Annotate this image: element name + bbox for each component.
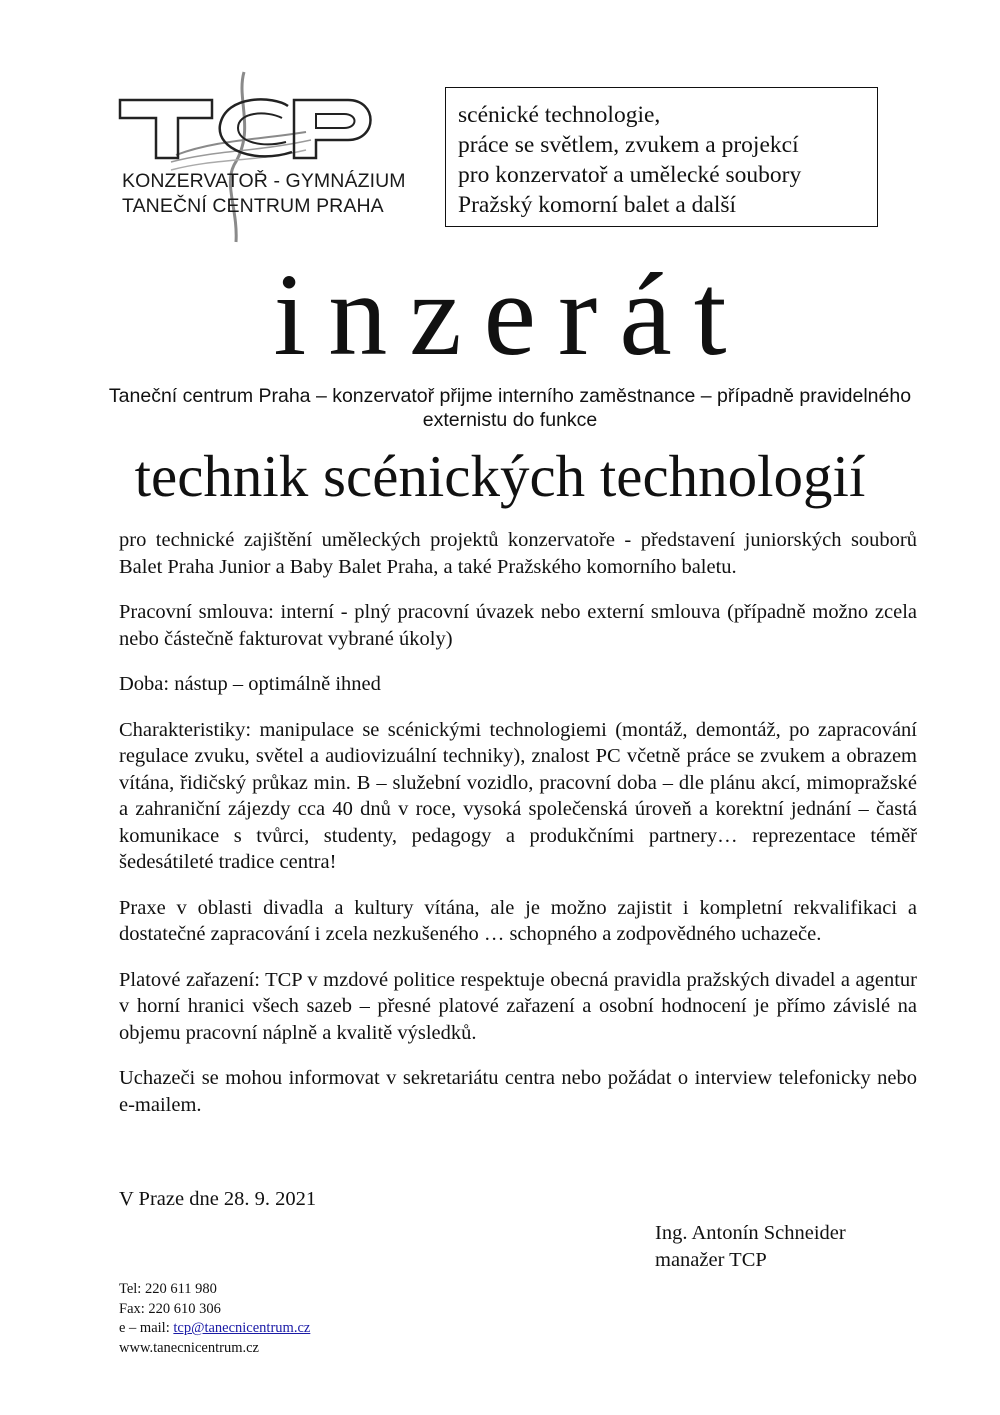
topic-line: scénické technologie, bbox=[458, 102, 661, 128]
signature-name: Ing. Antonín Schneider bbox=[655, 1222, 846, 1244]
contact-email-row bbox=[119, 1319, 310, 1339]
paragraph-purpose: pro technické zajištění uměleckých projektů konzervatoře - představení juniorských souborů Balet Praha Junior a Baby Balet Praha, a také Pražského komorního baletu. bbox=[119, 529, 917, 578]
signature-block bbox=[655, 1220, 846, 1274]
contact-fax: Fax: 220 610 306 bbox=[119, 1300, 221, 1317]
paragraph-contract: Pracovní smlouva: interní - plný pracovní úvazek nebo externí smlouva (případně možno zcela nebo částečně fakturovat vybrané úkoly) bbox=[119, 601, 917, 650]
paragraph-contact: Uchazeči se mohou informovat v sekretariátu centra nebo požádat o interview telefonicky nebo e-mailem. bbox=[119, 1067, 917, 1116]
tcp-logo-graphic bbox=[116, 70, 386, 245]
tcp-logo bbox=[116, 70, 406, 245]
paragraph-start: Doba: nástup – optimálně ihned bbox=[119, 673, 381, 695]
topic-line: práce se světlem, zvukem a projekcí bbox=[458, 132, 799, 158]
signature-role: manažer TCP bbox=[655, 1249, 767, 1271]
logo-text-dance-centre: TANEČNÍ CENTRUM PRAHA bbox=[122, 195, 384, 217]
topic-line: Pražský komorní balet a další bbox=[458, 192, 737, 218]
contact-website: www.tanecnicentrum.cz bbox=[119, 1339, 259, 1356]
topic-line: pro konzervatoř a umělecké soubory bbox=[458, 162, 802, 188]
topic-box bbox=[445, 87, 878, 227]
date-line: V Praze dne 28. 9. 2021 bbox=[119, 1188, 317, 1210]
paragraph-salary: Platové zařazení: TCP v mzdové politice respektuje obecná pravidla pražských divadel a agentur v horní hranici všech sazeb – přesné platové zařazení a osobní hodnocení je přímo závislé na objemu pracovní náplně a kvalitě výsledků. bbox=[119, 968, 917, 1044]
contact-email-label: e – mail: bbox=[119, 1320, 174, 1336]
contact-block bbox=[119, 1280, 310, 1358]
logo-text-conservatory: KONZERVATOŘ - GYMNÁZIUM bbox=[122, 170, 406, 192]
intro-text: Taneční centrum Praha – konzervatoř přijme interního zaměstnance – případně pravidelného externistu do funkce bbox=[108, 385, 912, 431]
paragraph-characteristics: Charakteristiky: manipulace se scénickými technologiemi (montáž, demontáž, po zapracování regulace zvuku, světel a audiovizuální techniky), znalost PC včetně práce se zvukem a obrazem vítána, řidičský průkaz min. B – služební vozidlo, pracovní doba – dle plánu akcí, mimopražské a zahraniční zájezdy cca 40 dnů v roce, vysoká společenská úroveň a korektní jednání – častá komunikace s tvůrci, studenty, pedagogy a produkčními partnery… reprezentace téměř šedesátileté tradice centra! bbox=[119, 718, 917, 873]
page-title: inzerát bbox=[273, 249, 749, 380]
contact-email-link[interactable]: tcp@tanecnicentrum.cz bbox=[173, 1320, 311, 1336]
contact-phone: Tel: 220 611 980 bbox=[119, 1281, 217, 1297]
position-title: technik scénických technologií bbox=[134, 443, 866, 509]
ad-body bbox=[119, 527, 917, 1137]
paragraph-experience: Praxe v oblasti divadla a kultury vítána, ale je možno zajistit i kompletní rekvalifikaci a dostatečné zapracování i zcela nezkušeného … schopného a zodpovědného uchazeče. bbox=[119, 896, 917, 945]
